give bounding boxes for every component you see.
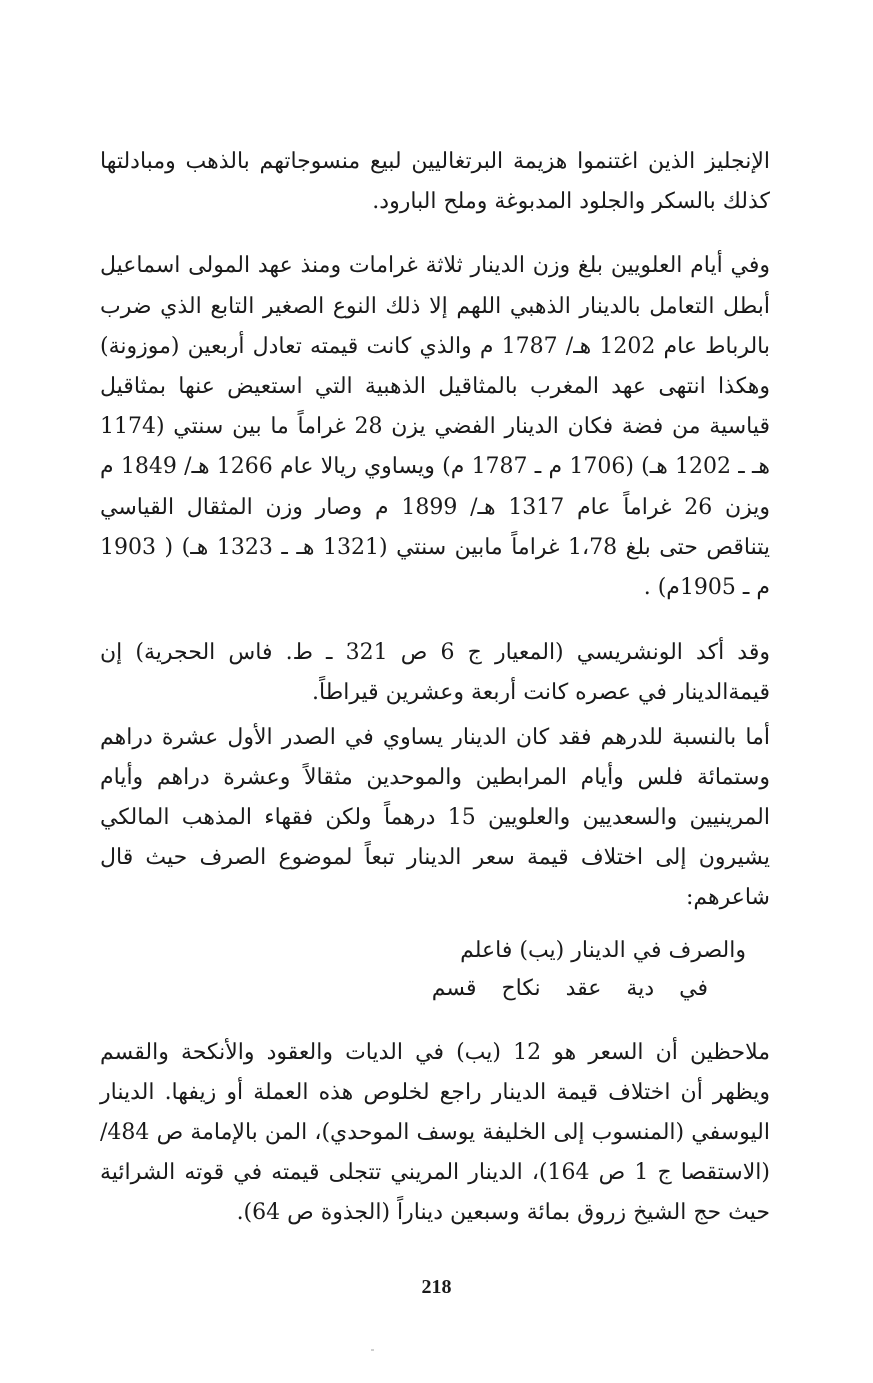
poem-verse — [100, 921, 770, 1033]
poem-first-hemistich: والصرف في الدينار (يب) فاعلم — [460, 937, 746, 963]
page-body — [100, 142, 770, 1234]
paragraph-1: الإنجليز الذين اغتنموا هزيمة البرتغاليين لبيع منسوجاتهم بالذهب ومبادلتها كذلك بالسكر والجلود المدبوغة وملح البارود. — [100, 149, 770, 215]
paragraph-5: ملاحظين أن السعر هو 12 (يب) في الديات والعقود والأنكحة والقسم ويظهر أن اختلاف قيمة الدينار راجع لخلوص هذه العملة أو زيفها. الدينار اليوسفي (المنسوب إلى الخليفة يوسف الموحدي)، المن بالإمامة ص 484/ (الاستقصا ج 1 ص 164)، الدينار المريني تتجلى قيمته في قوته الشرائية حيث حج الشيخ زروق بمائة وسبعين ديناراً (الجذوة ص 64). — [100, 1039, 770, 1226]
poem-second-hemistich: في دية عقد نكاح قسم — [431, 975, 708, 1001]
page-number: 218 — [421, 1276, 452, 1298]
paragraph-3: وقد أكد الونشريسي (المعيار ج 6 ص 321 ـ ط. فاس الحجرية) إن قيمةالدينار في عصره كانت أربعة وعشرين قيراطاً. — [100, 640, 770, 706]
scan-speck — [371, 1349, 374, 1351]
paragraph-2: وفي أيام العلويين بلغ وزن الدينار ثلاثة غرامات ومنذ عهد المولى اسماعيل أبطل التعامل بالدينار الذهبي اللهم إلا ذلك النوع الصغير التابع الذي ضرب بالرباط عام 1202 هـ/ 1787 م والذي كانت قيمته تعادل أربعين (موزونة) وهكذا انتهى عهد المغرب بالمثاقيل الذهبية التي استعيض عنها بمثاقيل قياسية من فضة فكان الدينار الفضي يزن 28 غراماً ما بين سنتي (1174 هـ ـ 1202 هـ) (1706 م ـ 1787 م) ويساوي ريالا عام 1266 هـ/ 1849 م ويزن 26 غراماً عام 1317 هـ/ 1899 م وصار وزن المثقال القياسي يتناقص حتى بلغ 1،78 غراماً مابين سنتي (1321 هـ ـ 1323 هـ) ( 1903 م ـ 1905م) . — [100, 253, 771, 601]
paragraph-4: أما بالنسبة للدرهم فقد كان الدينار يساوي في الصدر الأول عشرة دراهم وستمائة فلس وأيام المرابطين والموحدين مثقالاً وعشرة دراهم وأيام المرينيين والسعديين والعلويين 15 درهماً ولكن فقهاء المذهب المالكي يشيرون إلى اختلاف قيمة سعر الدينار تبعاً لموضوع الصرف حيث قال شاعرهم: — [100, 724, 770, 911]
